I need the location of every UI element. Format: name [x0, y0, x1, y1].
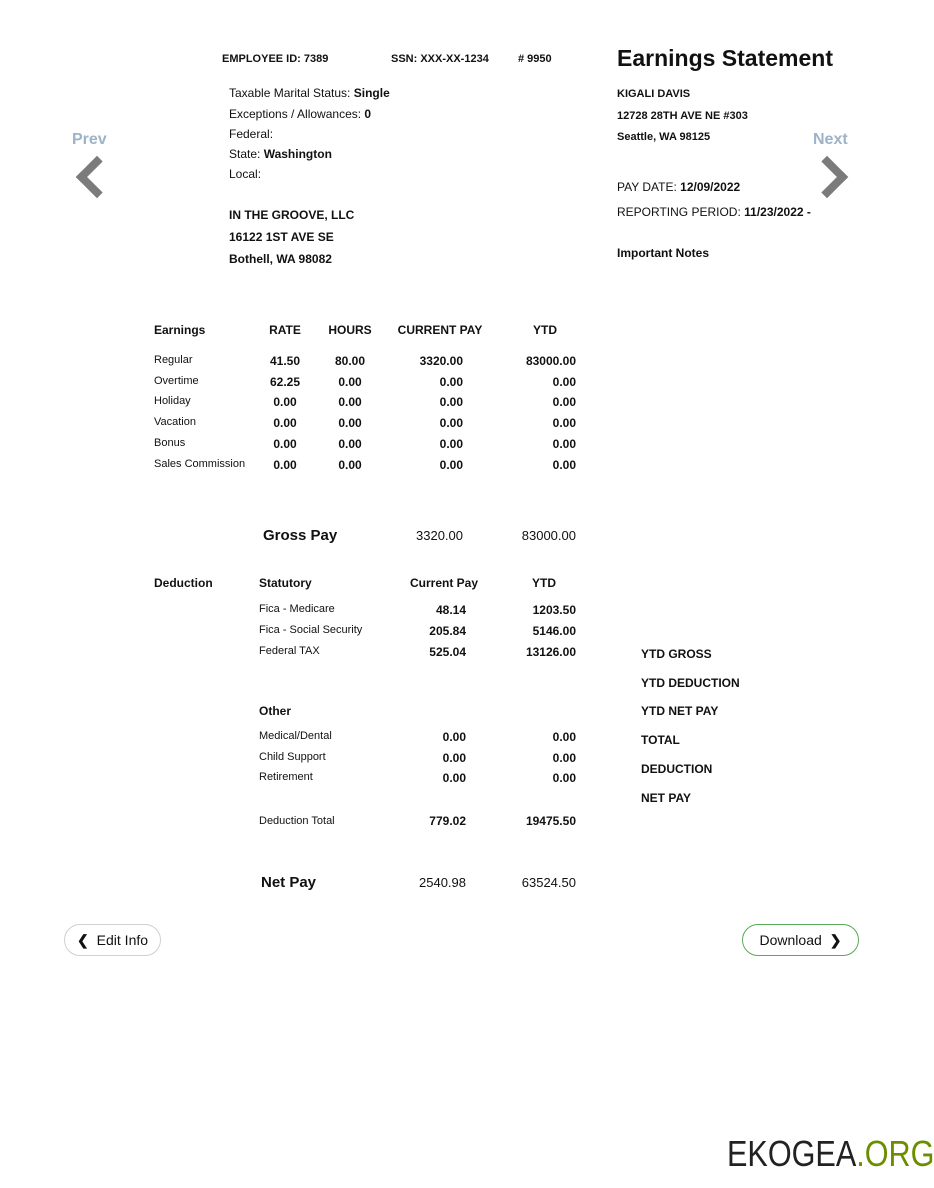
net-pay-current: 2540.98 — [419, 875, 466, 890]
deduction-title: Deduction — [154, 576, 213, 590]
earnings-row-label: Sales Commission — [154, 458, 246, 470]
deduction-ytd: 0.00 — [552, 751, 576, 765]
prev-link[interactable]: Prev — [72, 131, 107, 148]
deduction-total-label: Deduction Total — [259, 815, 335, 827]
state: State: Washington — [229, 147, 332, 161]
earnings-current: 3320.00 — [419, 354, 463, 368]
deduction-row-label: Fica - Medicare — [259, 603, 335, 615]
next-link[interactable]: Next — [813, 131, 848, 148]
chevron-left-icon: ❮ — [76, 931, 89, 948]
deduction-row-label: Medical/Dental — [259, 730, 332, 742]
earnings-header: HOURS — [328, 323, 372, 337]
earnings-header: Earnings — [154, 323, 206, 337]
earnings-row-label: Holiday — [154, 395, 191, 407]
earnings-hours: 0.00 — [338, 458, 362, 472]
earnings-ytd: 0.00 — [552, 437, 576, 451]
payee-name: KIGALI DAVIS — [617, 88, 691, 100]
statutory-header: Statutory — [259, 576, 312, 590]
net-pay-ytd: 63524.50 — [521, 875, 576, 890]
earnings-row-label: Bonus — [154, 437, 186, 449]
deduction-row-label: Federal TAX — [259, 645, 320, 657]
deduction-current: 0.00 — [442, 751, 466, 765]
earnings-rate: 41.50 — [269, 354, 301, 368]
deduction-current: 0.00 — [442, 730, 466, 744]
deduction-total-current: 779.02 — [429, 814, 466, 828]
earnings-rate: 0.00 — [273, 437, 297, 451]
earnings-ytd: 83000.00 — [525, 354, 576, 368]
earnings-current: 0.00 — [439, 416, 463, 430]
deduction-ytd: 13126.00 — [525, 645, 576, 659]
earnings-current: 0.00 — [439, 458, 463, 472]
earnings-hours: 0.00 — [338, 375, 362, 389]
gross-pay-label: Gross Pay — [263, 527, 338, 544]
earnings-hours: 0.00 — [338, 395, 362, 409]
important-notes: Important Notes — [617, 246, 710, 260]
earnings-ytd: 0.00 — [552, 395, 576, 409]
exceptions: Exceptions / Allowances: 0 — [229, 107, 372, 121]
earnings-row-label: Vacation — [154, 416, 196, 428]
employer-address1: 16122 1ST AVE SE — [229, 230, 334, 244]
local: Local: — [229, 167, 262, 181]
pay-date: PAY DATE: 12/09/2022 — [617, 180, 741, 194]
employer-name: IN THE GROOVE, LLC — [229, 208, 355, 222]
earnings-rate: 62.25 — [269, 375, 301, 389]
earnings-current: 0.00 — [439, 437, 463, 451]
deduction-current: 0.00 — [442, 771, 466, 785]
deduction-ytd: 1203.50 — [532, 603, 576, 617]
deduction-total-ytd: 19475.50 — [525, 814, 576, 828]
earnings-header: YTD — [533, 323, 557, 337]
chevron-left-icon[interactable] — [76, 156, 118, 198]
watermark-logo: EKOGEA.ORG — [727, 1133, 934, 1174]
gross-pay-ytd: 83000.00 — [521, 528, 576, 543]
earnings-rate: 0.00 — [273, 416, 297, 430]
deduction-row-label: Retirement — [259, 771, 313, 783]
download-button[interactable]: Download ❯ — [742, 924, 859, 956]
summary-item: YTD DEDUCTION — [641, 675, 740, 690]
ytd-header: YTD — [532, 576, 556, 590]
earnings-rate: 0.00 — [273, 395, 297, 409]
earnings-header: RATE — [269, 323, 301, 337]
earnings-hours: 0.00 — [338, 416, 362, 430]
earnings-header: CURRENT PAY — [397, 323, 483, 337]
earnings-hours: 80.00 — [334, 354, 366, 368]
deduction-ytd: 5146.00 — [532, 624, 576, 638]
deduction-row-label: Child Support — [259, 751, 326, 763]
payee-address2: Seattle, WA 98125 — [617, 131, 711, 143]
other-header: Other — [259, 704, 292, 718]
employee-id: EMPLOYEE ID: 7389 — [222, 53, 329, 65]
net-pay-label: Net Pay — [261, 874, 317, 891]
marital-status: Taxable Marital Status: Single — [229, 86, 390, 100]
edit-info-button[interactable]: ❮ Edit Info — [64, 924, 161, 956]
federal: Federal: — [229, 127, 274, 141]
deduction-row-label: Fica - Social Security — [259, 624, 363, 636]
current-pay-header: Current Pay — [409, 576, 479, 590]
ssn: SSN: XXX-XX-1234 — [391, 53, 489, 65]
summary-item: TOTAL — [641, 733, 680, 748]
summary-item: YTD NET PAY — [641, 704, 719, 719]
chevron-right-icon: ❯ — [829, 931, 842, 948]
deduction-current: 525.04 — [429, 645, 466, 659]
summary-item: NET PAY — [641, 790, 692, 805]
page-title: Earnings Statement — [617, 45, 833, 71]
deduction-ytd: 0.00 — [552, 730, 576, 744]
summary-item: YTD GROSS — [641, 647, 712, 661]
chevron-right-icon[interactable] — [806, 156, 848, 198]
earnings-row-label: Regular — [154, 354, 193, 366]
payee-address1: 12728 28TH AVE NE #303 — [617, 110, 748, 122]
reporting-period: REPORTING PERIOD: 11/23/2022 - — [617, 205, 811, 219]
earnings-ytd: 0.00 — [552, 416, 576, 430]
deduction-current: 205.84 — [429, 624, 466, 638]
check-number: # 9950 — [518, 53, 552, 65]
earnings-current: 0.00 — [439, 375, 463, 389]
earnings-ytd: 0.00 — [552, 458, 576, 472]
earnings-current: 0.00 — [439, 395, 463, 409]
earnings-row-label: Overtime — [154, 375, 199, 387]
employer-address2: Bothell, WA 98082 — [229, 252, 332, 266]
deduction-ytd: 0.00 — [552, 771, 576, 785]
earnings-hours: 0.00 — [338, 437, 362, 451]
earnings-ytd: 0.00 — [552, 375, 576, 389]
deduction-current: 48.14 — [435, 603, 466, 617]
earnings-rate: 0.00 — [273, 458, 297, 472]
summary-item: DEDUCTION — [641, 761, 713, 776]
gross-pay-current: 3320.00 — [416, 528, 463, 543]
